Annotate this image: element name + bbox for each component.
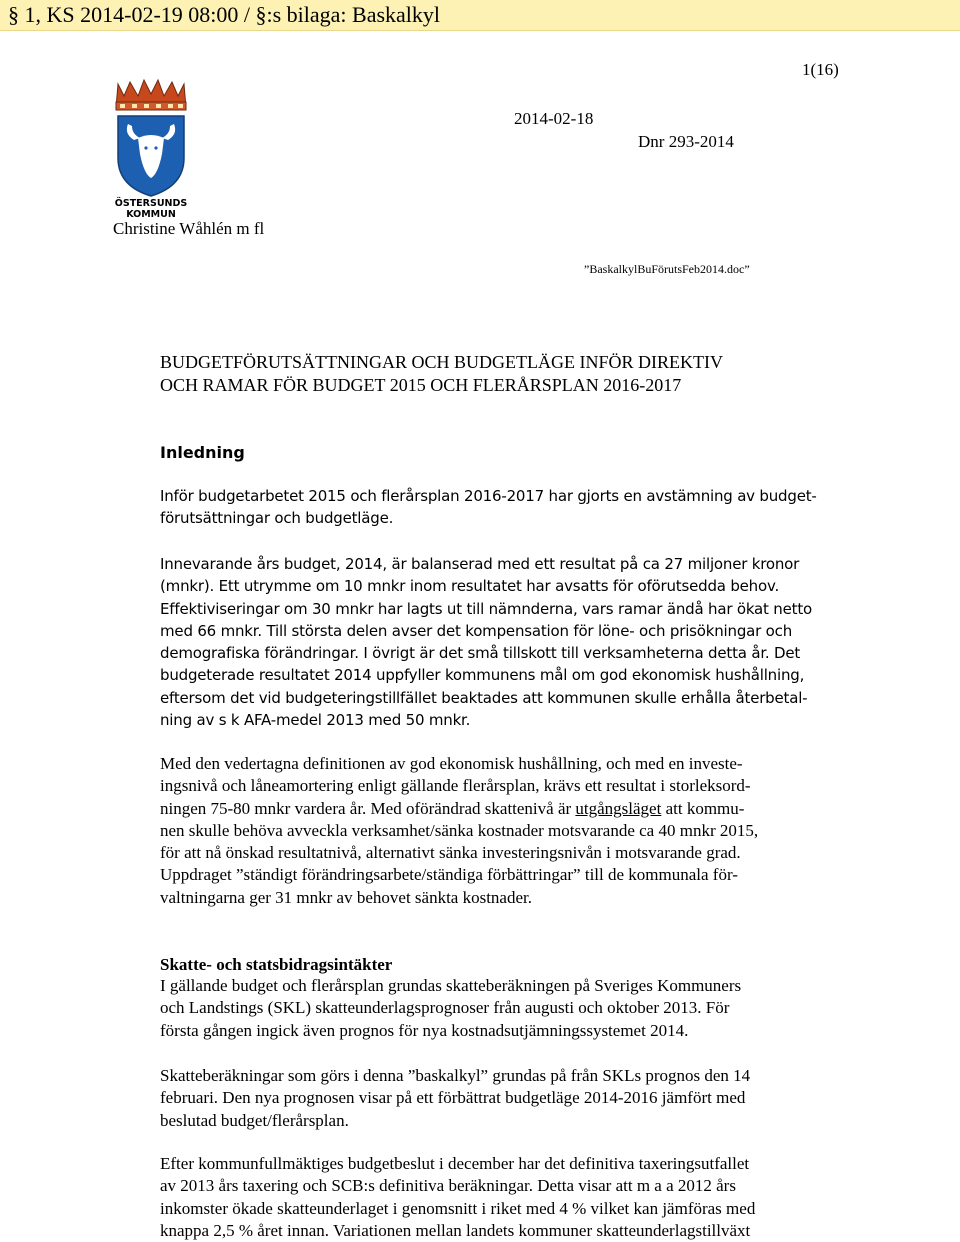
paragraph bbox=[160, 485, 850, 530]
text-line: Efter kommunfullmäktiges budgetbeslut i december har det definitiva taxeringsutfallet bbox=[160, 1154, 750, 1173]
text-line: beslutad budget/flerårsplan. bbox=[160, 1110, 349, 1130]
title-line: BUDGETFÖRUTSÄTTNINGAR OCH BUDGETLÄGE INFÖR DIREKTIV bbox=[160, 352, 723, 372]
text-line: februari. Den nya prognosen visar på ett förbättrat budgetläge 2014-2016 jämfört med bbox=[160, 1088, 746, 1108]
paragraph bbox=[160, 1065, 850, 1132]
text-line: (mnkr). Ett utrymme om 10 mnkr inom resultatet har avsatts för oförutsedda behov. bbox=[160, 577, 780, 596]
text-line: Innevarande års budget, 2014, är balanserad med ett resultat på ca 27 miljoner kronor bbox=[160, 555, 800, 573]
section-heading-skatte: Skatte- och statsbidragsintäkter bbox=[160, 955, 393, 974]
text-line: ingsnivå och låneamortering enligt gällande flerårsplan, krävs ett resultat i storleksord- bbox=[160, 776, 751, 796]
file-name: ”BaskalkylBuFörutsFeb2014.doc” bbox=[584, 262, 750, 276]
crown-icon bbox=[116, 80, 186, 110]
paragraph bbox=[160, 753, 850, 909]
text-line: Effektiviseringar om 30 mnkr har lagts ut till nämnderna, vars ramar ändå har ökat netto bbox=[160, 599, 812, 618]
diary-number: Dnr 293-2014 bbox=[638, 132, 734, 151]
text-line bbox=[160, 798, 850, 820]
text-line: knappa 2,5 % året innan. Variationen mellan landets kommuner skatteunderlagstillväxt bbox=[160, 1220, 751, 1240]
svg-text:KOMMUN: KOMMUN bbox=[126, 209, 176, 218]
text-line: eftersom det vid budgeteringstillfället beaktades att kommunen skulle erhålla återbetal- bbox=[160, 688, 808, 707]
title-line: OCH RAMAR FÖR BUDGET 2015 OCH FLERÅRSPLAN 2016-2017 bbox=[160, 375, 682, 395]
text-line: med 66 mnkr. Till största delen avser det kompensation för löne- och prisökningar och bbox=[160, 621, 793, 640]
text-line: första gången ingick även prognos för nya kostnadsutjämningssystemet 2014. bbox=[160, 1020, 689, 1040]
section-heading-inledning: Inledning bbox=[160, 443, 245, 462]
text-line: demografiska förändringar. I övrigt är det små tillskott till verksamheterna detta år. Det bbox=[160, 644, 801, 663]
text-line: ning av s k AFA-medel 2013 med 50 mnkr. bbox=[160, 711, 471, 730]
ostersund-coat-of-arms-logo bbox=[108, 78, 194, 218]
text-line: Inför budgetarbetet 2015 och flerårsplan 2016-2017 har gjorts en avstämning av budget- bbox=[160, 487, 817, 505]
text-line: I gällande budget och flerårsplan grundas skatteberäkningen på Sveriges Kommuners bbox=[160, 976, 742, 995]
text-line: förutsättningar och budgetläge. bbox=[160, 509, 394, 528]
text-line: valtningarna ger 31 mnkr av behovet sänkta kostnader. bbox=[160, 887, 532, 907]
author: Christine Wåhlén m fl bbox=[113, 219, 265, 238]
paragraph bbox=[160, 1153, 850, 1242]
text-line: för att nå önskad resultatnivå, alternativt sänka investeringsnivån i motsvarande grad. bbox=[160, 843, 741, 863]
page-number: 1(16) bbox=[802, 60, 839, 79]
text-line: inkomster ökade skatteunderlaget i genomsnitt i riket med 4 % vilket kan jämföras med bbox=[160, 1198, 756, 1218]
text-line: Med den vedertagna definitionen av god ekonomisk hushållning, och med en investe- bbox=[160, 754, 743, 773]
text-line: av 2013 års taxering och SCB:s definitiva beräkningar. Detta visar att m a a 2012 års bbox=[160, 1176, 736, 1196]
meeting-banner bbox=[0, 0, 960, 31]
text-segment: att kommu- bbox=[661, 798, 745, 818]
document-date: 2014-02-18 bbox=[514, 109, 594, 128]
text-line: budgeterade resultatet 2014 uppfyller kommunens mål om god ekonomisk hushållning, bbox=[160, 666, 805, 685]
document-title bbox=[160, 351, 723, 397]
text-line: Uppdraget ”ständigt förändringsarbete/ständiga förbättringar” till de kommunala för- bbox=[160, 865, 738, 885]
paragraph bbox=[160, 553, 850, 731]
text-segment: ningen 75-80 mnkr vardera år. Med oförändrad skattenivå är bbox=[160, 798, 576, 818]
text-line: nen skulle behöva avveckla verksamhet/sänka kostnader motsvarande ca 40 mnkr 2015, bbox=[160, 820, 759, 840]
banner-text: § 1, KS 2014-02-19 08:00 / §:s bilaga: Baskalkyl bbox=[8, 2, 441, 27]
svg-text:ÖSTERSUNDS: ÖSTERSUNDS bbox=[114, 198, 188, 209]
text-line: Skatteberäkningar som görs i denna ”baskalkyl” grundas på från SKLs prognos den 14 bbox=[160, 1066, 751, 1085]
text-line: och Landstings (SKL) skatteunderlagsprognoser från augusti och oktober 2013. För bbox=[160, 998, 730, 1018]
paragraph bbox=[160, 975, 850, 1042]
underlined-word: utgångsläget bbox=[575, 798, 662, 818]
